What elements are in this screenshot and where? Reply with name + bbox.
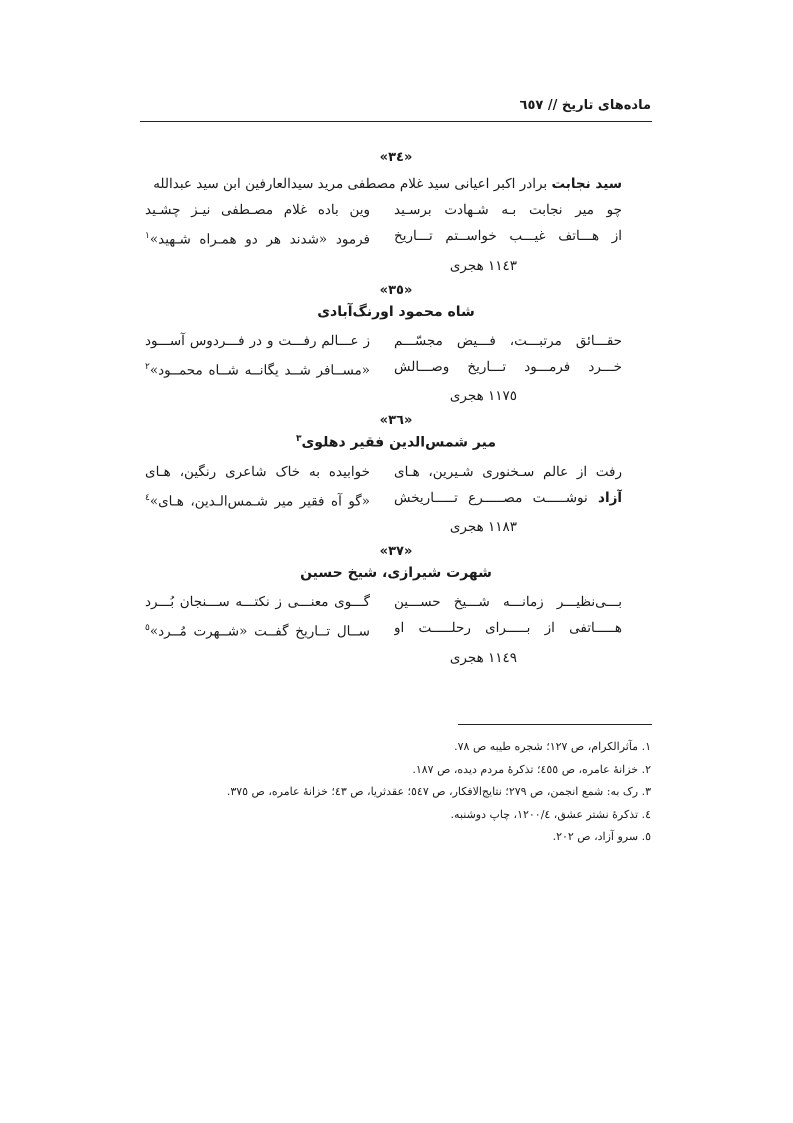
footnote-2: ٢. خزانهٔ عامره، ص ٤٥٥؛ تذکرهٔ مردم دیده، ص ١٨٧. bbox=[412, 762, 651, 776]
entry-year: ١١٧٥ هجری bbox=[449, 388, 517, 404]
hemistich-first: آزاد نوشـــــت مصـــــرع تـــــاریخش bbox=[394, 489, 622, 506]
verse-line bbox=[140, 328, 652, 354]
hemistich-first: چو میر نجابت بـه شـهادت برسـید bbox=[394, 202, 622, 218]
entry-number: «٣٤» bbox=[379, 150, 413, 165]
footnote-ref[interactable]: ٤ bbox=[145, 492, 150, 503]
hemistich-first: بـــی‌نظیـــر زمانـــه شـــیخ حســـین bbox=[394, 594, 622, 611]
hemistich-second: ز عـــالم رفـــت و در فـــردوس آســـود bbox=[145, 332, 370, 349]
entry-34 bbox=[140, 150, 652, 279]
footnote-ref[interactable]: ٣ bbox=[295, 434, 302, 444]
footnote-rule bbox=[458, 724, 652, 725]
hemistich-second: خوابیده به خاک شاعری رنگین، هـای bbox=[145, 463, 370, 480]
hemistich-second: وین باده غلام مصـطفی نیـز چشـید bbox=[145, 202, 370, 218]
hemistich-first: خـــرد فرمـــود تـــاریخ وصـــالش bbox=[394, 358, 622, 375]
entry-number: «٣٥» bbox=[379, 282, 413, 298]
entry-title: میر شمس‌الدین فقیر دهلوی$^٣$ bbox=[295, 434, 497, 451]
footnote-ref[interactable]: ١ bbox=[145, 231, 150, 241]
entry-35 bbox=[140, 283, 652, 410]
intro-name: سید نجابت bbox=[551, 176, 622, 192]
footnote-1: ١. مآثرالکرام، ص ١٢٧؛ شجره طیبه ص ٧٨. bbox=[454, 740, 651, 753]
verse-line bbox=[140, 615, 652, 645]
entry-37 bbox=[140, 544, 652, 671]
entry-number: «٣٧» bbox=[379, 544, 413, 560]
hemistich-first: هـــــاتفی از بـــــرای رحلـــــت او bbox=[394, 620, 622, 637]
verse-line bbox=[140, 589, 652, 615]
footnote-ref[interactable]: ٥ bbox=[145, 623, 150, 634]
hemistich-second: «مســافر شــد یگانــه شــاه محمــود»$^٢$ bbox=[145, 361, 370, 378]
entry-year: ١١٤٣ هجری bbox=[449, 257, 517, 274]
entry-year: ١١٨٣ هجری bbox=[449, 519, 517, 536]
entry-year: ١١٤٩ هجری bbox=[449, 649, 517, 666]
header-rule bbox=[140, 121, 652, 122]
footnotes bbox=[131, 736, 651, 849]
intro-text: برادر اکبر اعیانی سید غلام مصطفی مرید سیدالعارفین ابن سید عبدالله bbox=[153, 176, 552, 192]
hemistich-first: از هـــاتف غیـــب خواســتم تـــاریخ bbox=[394, 228, 622, 244]
verse-line bbox=[140, 223, 652, 253]
entry-title: شاه محمود اورنگ‌آبادی bbox=[317, 303, 475, 320]
verse-line bbox=[140, 354, 652, 384]
entry-title: شهرت شیرازی، شیخ حسین bbox=[300, 565, 492, 582]
footnote-3: ٣. رک به: شمع انجمن، ص ٢٧٩؛ نتایج‌الافکار، ص ٥٤٧؛ عقدثریا، ص ٤٣؛ خزانهٔ عامره، ص ٣٧٥. bbox=[226, 785, 651, 798]
entry-36 bbox=[140, 413, 652, 540]
hemistich-first: رفت از عالم سـخنوری شـیرین، هـای bbox=[394, 463, 622, 480]
footnote-4: ٤. تذکرهٔ نشتر عشق، ١٢٠٠/٤، چاپ دوشنبه. bbox=[450, 807, 651, 821]
running-head: ماده‌های تاریخ // ٦٥٧ bbox=[519, 98, 651, 113]
hemistich-second: ســال تــاریخ گفــت «شــهرت مُــرد»$^٥$ bbox=[145, 623, 370, 640]
entry-number: «٣٦» bbox=[379, 413, 413, 428]
hemistich-second: گـــوی معنـــی ز نکتـــه ســـنجان بُـــرد bbox=[145, 594, 370, 611]
verse-line bbox=[140, 197, 652, 223]
hemistich-second: «گو آه فقیر میر شـمس‌الـدین، هـای»$^٤$ bbox=[145, 492, 370, 510]
hemistich-second: فرمود «شدند هر دو همـراه شـهید»$^١$ bbox=[145, 231, 370, 248]
footnote-ref[interactable]: ٢ bbox=[145, 361, 150, 372]
verse-line bbox=[140, 485, 652, 515]
hemistich-first: حقـــائق مرتبـــت، فـــیض مجسّـــم bbox=[394, 332, 622, 349]
verse-line bbox=[140, 459, 652, 485]
main-content bbox=[140, 150, 652, 675]
entry-intro bbox=[140, 171, 652, 197]
footnote-5: ٥. سرو آزاد، ص ٢٠٢. bbox=[552, 830, 651, 843]
